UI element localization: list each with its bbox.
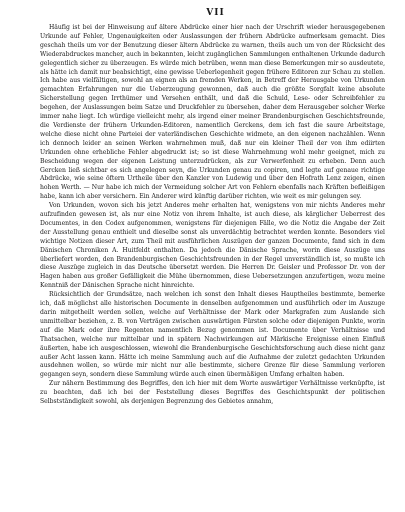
paragraph-3: Rücksichtlich der Grundsätze, nach welchen ich sonst den Inhalt dieses Hauptheiles bestimmte, bemerke ich, daß möglichst alle historischen Documente in denselben aufgenommen und ausführlich oder im Auszuge darin mitgetheilt werden sollen, welche auf Verhältnisse der Mark oder Markgrafen zum Auslande sich unmittelbar beziehen, z. B. von Verträgen zwischen auswärtigen Fürsten solche oder diejenigen Punkte, worin auf die Mark oder ihre Regenten namentlich Bezug genommen ist. Documente über Verhältnisse und Thatsachen, welche nur mittelbar und in spätern Nachwirkungen auf Märkische Ereignisse einen Einfluß äußerten, habe ich ausgeschlossen, wiewohl die Brandenburgische Geschichtsforschung auch diese nicht ganz außer Acht lassen kann. Hätte ich meine Sammlung auch auf die Aufnahme der zuletzt gedachten Urkunden ausdehnen wollen, so würde mir nicht nur alle bestimmte, sichere Grenze für diese Sammlung verloren gegangen seyn, sondern diese Sammlung würde auch einen übermäßigen Umfang erhalten haben. — [40, 291, 385, 379]
paragraph-1: Häufig ist bei der Hinweisung auf ältere Abdrücke einer hier nach der Urschrift wieder herausgegebenen Urkunde auf Fehler, Ungenauigkeiten oder Auslassungen der frühern Abdrücke aufmerksam gemacht. Dies geschah theils um vor der Benutzung dieser ältern Abdrücke zu warnen, theils auch um von der Rücksicht des Wiederabdruckes mancher, auch in bekannten, leicht zugänglichen Sammlungen enthaltenen Urkunde dadurch gelegentlich sicher zu überzeugen. Es würde mich betrüben, wenn man diese Bemerkungen mir so ausdeutete, als hätte ich damit nur beabsichtigt, eine gewisse Ueberlegenheit gegen frühere Editoren zur Schau zu stellen. Ich habe aus vielfältigen, sowohl an eignen als an fremden Werken, in Betreff der Herausgabe von Urkunden gemachten Erfahrungen nur die Ueberzeugung gewonnen, daß auch die größte Sorgfalt keine absolute Sicherstellung gegen Irrthümer und Versehen enthält, und daß die Schuld, Lese- oder Schreibfehler zu begehen, der Auslassungen beim Satze und Druckfehler zu übersehen, daher dem Herausgeber solcher Werke immer nahe liegt. Ich würdige vielleicht mehr, als irgend einer meiner Brandenburgischen Geschichtsfreunde, die Verdienste der frühern Urkunden-Editoren, namentlich Gerckens, dem ich fast die saure Arbeitstage, welche diese nicht ohne Parteiei der vaterländischen Geschichte widmete, an den eigenen nachzählen. Wenn ich dennoch leider an seinen Werken wahrnehmen muß, daß nur ein kleiner Theil der von ihm ediirten Urkunden ohne erhebliche Fehler abgedruckt ist; so ist diese Wahrnehmung wohl mehr geeignet, mich zu Bescheidung wegen der eigenen Leistung unterzudrücken, als zur Verwerfenheit zu erheben. Denn auch Gercken ließ sichtbar es sich angelegen seyn, die Urkunden genau zu copiren, und legte auf genaue richtige Abdrücke, wie seine öftern Urtheile über den Kanzler von Ludewig und über den Hofrath Lenz zeigen, einen hohen Werth. — Nur habe ich mich der Vermeidung solcher Art von Fehlern ebenfalls nach Kräften befleißigen habe, kann ich aber versichern. Ein Anderer wird künftig darüber richten, wie weit es mir gelungen sey. — [40, 24, 385, 201]
page-number: VII — [206, 8, 225, 18]
paragraph-2: Von Urkunden, wovon sich bis jetzt Anderes mehr erhalten hat, wenigstens von mir nichts Anderes mehr aufzufinden gewesen ist, als nur eine Notiz von ihrem Inhalte, ist auch diese, als kärglicher Ueberrest des Documentes, in den Codex aufgenommen, wenigstens für diejenigen Fälle, wo die Notiz die Angabe der Zeit der Ausstellung genau enthielt und dieselbe sonst als unverdächtig betrachtet werden konnte. Besonders viel wichtige Notizen dieser Art, zum Theil mit ausführlichen Auszügen der ganzen Documente, fand sich in dem Dänischen Chroniken A. Huitfeldt enthalten. Da jedoch die Dänische Sprache, worin diese Auszüge uns überliefert worden, den Brandenburgischen Geschichtsfreunden in der Regel unverständlich ist, so mußte ich diese Auszüge zugleich in das Deutsche übersetzt werden. Die Herren Dr. Geisler und Professor Dr. von der Hagen haben aus großer Gefälligkeit die Mühe übernommen, diese Uebersetzungen anzufertigen, wozu meine Kenntniß der Dänischen Sprache nicht hinreichte. — [40, 202, 385, 290]
paragraph-4: Zur nähern Bestimmung des Begriffes, den ich hier mit dem Worte auswärtiger Verhältnisse verknüpfte, ist zu beachten, daß ich bei der Feststellung dieses Begriffes des Geschichtspunkt der politischen Selbstständigkeit sowohl, als derjenigen Begrenzung des Gebietes annahm, — [40, 380, 385, 406]
